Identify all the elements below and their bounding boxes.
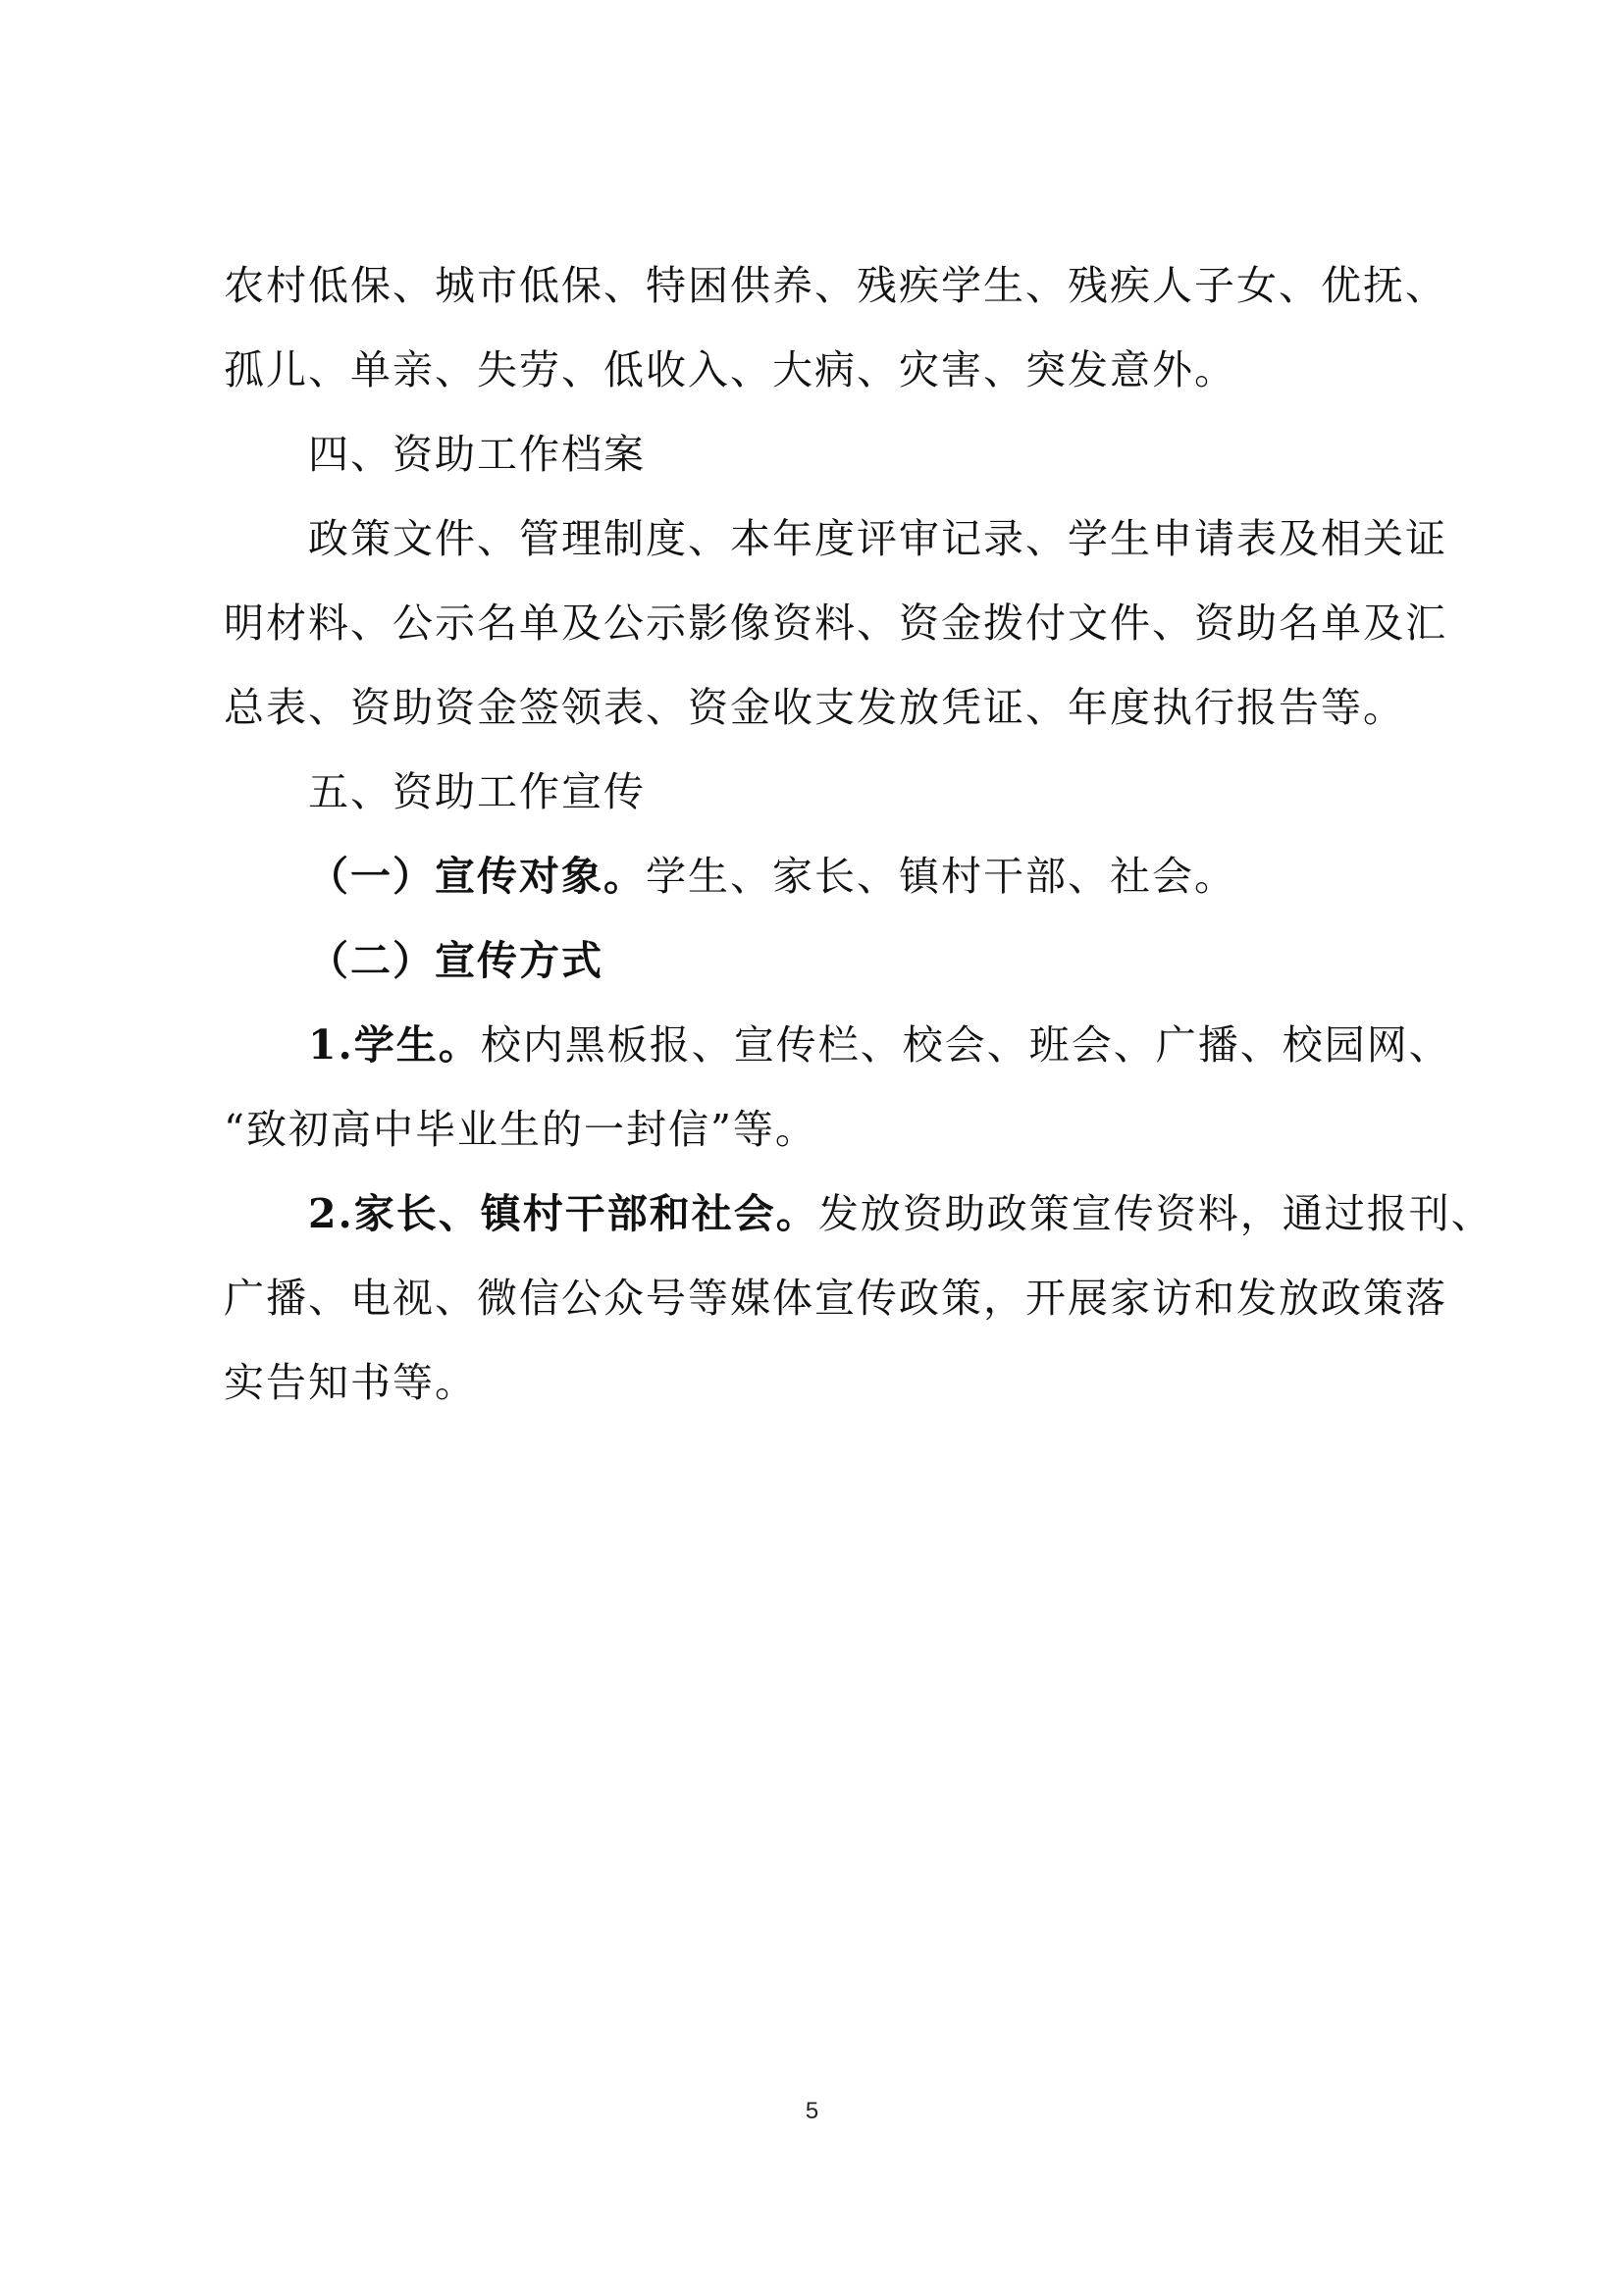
- subsection-method-heading: （二）宣传方式: [308, 937, 603, 984]
- paragraph-line: 实告知书等。: [224, 1359, 477, 1406]
- section-heading-publicity: 五、资助工作宣传: [308, 768, 646, 815]
- item-text: 校内黑板报、宣传栏、校会、班会、广播、校园网、: [480, 1021, 1451, 1069]
- paragraph-line: 政策文件、管理制度、本年度评审记录、学生申请表及相关证: [308, 515, 1447, 562]
- paragraph-line: 孤儿、单亲、失劳、低收入、大病、灾害、突发意外。: [224, 346, 1236, 393]
- item-text: 发放资助政策宣传资料，通过报刊、: [817, 1190, 1493, 1237]
- section-heading-archives: 四、资助工作档案: [308, 431, 646, 478]
- item-label: 1.学生。: [308, 1021, 481, 1069]
- subsection-text: 学生、家长、镇村干部、社会。: [646, 853, 1236, 900]
- subsection-label: （一）宣传对象。: [308, 853, 646, 900]
- paragraph-line: “致初高中毕业生的一封信”等。: [224, 1106, 817, 1153]
- paragraph-line: 农村低保、城市低保、特困供养、残疾学生、残疾人子女、优抚、: [224, 262, 1447, 309]
- item-parents: [224, 1172, 1493, 1256]
- paragraph-line: 明材料、公示名单及公示影像资料、资金拨付文件、资助名单及汇: [224, 600, 1447, 647]
- item-students: [224, 1003, 1451, 1087]
- paragraph-line: 总表、资助资金签领表、资金收支发放凭证、年度执行报告等。: [224, 684, 1405, 731]
- page-number: 5: [805, 2098, 819, 2124]
- subsection-target: [224, 834, 1441, 918]
- item-label: 2.家长、镇村干部和社会。: [308, 1190, 818, 1237]
- paragraph-line: 广播、电视、微信公众号等媒体宣传政策，开展家访和发放政策落: [224, 1275, 1447, 1322]
- document-body: [224, 243, 1493, 1425]
